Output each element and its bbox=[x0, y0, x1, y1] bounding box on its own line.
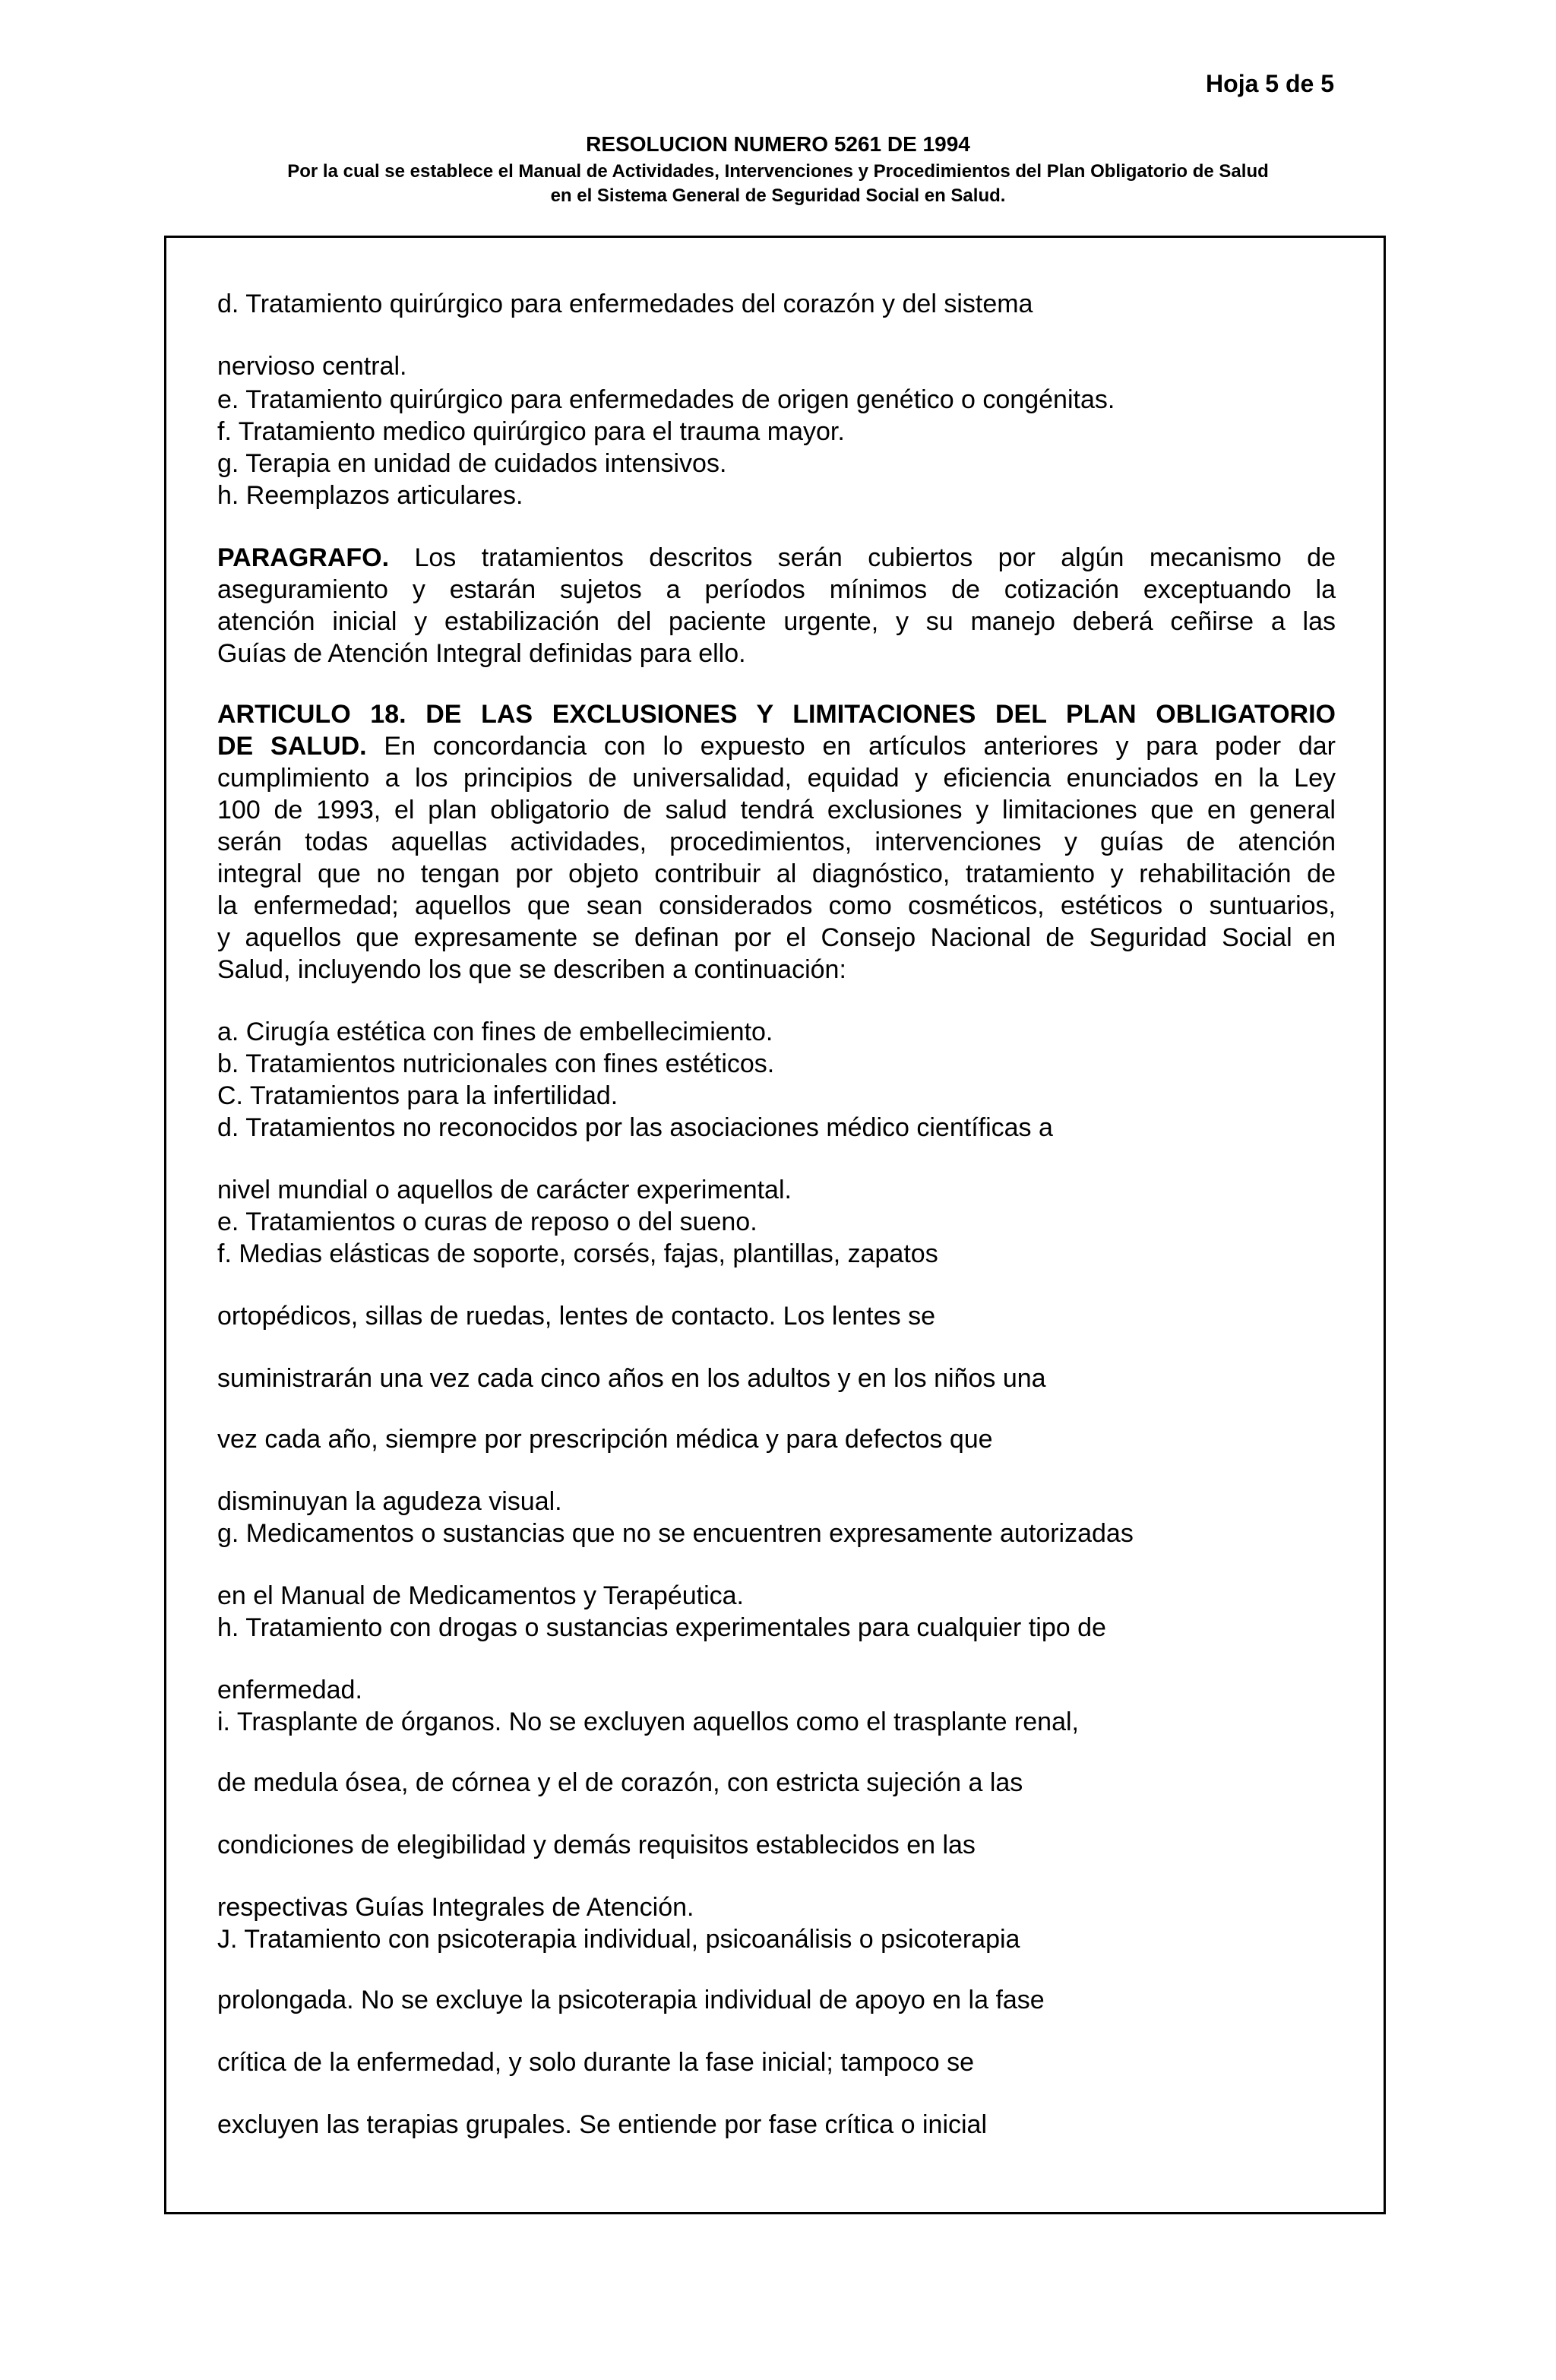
list-item: d. Tratamientos no reconocidos por las asociaciones médico científicas a bbox=[217, 1113, 1053, 1142]
list-item: respectivas Guías Integrales de Atención. bbox=[217, 1893, 694, 1922]
list-item: J. Tratamiento con psicoterapia individual, psicoanálisis o psicoterapia bbox=[217, 1925, 1020, 1954]
list-item: f. Medias elásticas de soporte, corsés, fajas, plantillas, zapatos bbox=[217, 1239, 938, 1268]
paragrafo-label: PARAGRAFO. bbox=[217, 543, 390, 572]
article-line: cumplimiento a los principios de universalidad, equidad y eficiencia enunciados en la Ley bbox=[217, 764, 1336, 793]
paragrafo-line: atención inicial y estabilización del paciente urgente, y su manejo deberá ceñirse a las bbox=[217, 607, 1336, 636]
list-item: excluyen las terapias grupales. Se entiende por fase crítica o inicial bbox=[217, 2110, 988, 2139]
page-number: Hoja 5 de 5 bbox=[1206, 70, 1334, 97]
resolution-subtitle-1: Por la cual se establece el Manual de Actividades, Intervenciones y Procedimientos del Plan Obligatorio de Salud bbox=[287, 161, 1269, 182]
list-item: condiciones de elegibilidad y demás requisitos establecidos en las bbox=[217, 1831, 976, 1859]
list-item: ortopédicos, sillas de ruedas, lentes de contacto. Los lentes se bbox=[217, 1302, 936, 1331]
article-line: 100 de 1993, el plan obligatorio de salud tendrá exclusiones y limitaciones que en general bbox=[217, 796, 1336, 824]
article-heading: ARTICULO 18. DE LAS EXCLUSIONES Y LIMITACIONES DEL PLAN OBLIGATORIO bbox=[217, 700, 1336, 729]
list-item: h. Reemplazos articulares. bbox=[217, 481, 523, 510]
list-item: h. Tratamiento con drogas o sustancias experimentales para cualquier tipo de bbox=[217, 1613, 1106, 1642]
list-item: a. Cirugía estética con fines de embellecimiento. bbox=[217, 1018, 773, 1046]
article-line: y aquellos que expresamente se definan por el Consejo Nacional de Seguridad Social en bbox=[217, 923, 1336, 952]
list-item: g. Medicamentos o sustancias que no se encuentren expresamente autorizadas bbox=[217, 1519, 1134, 1548]
list-item: enfermedad. bbox=[217, 1676, 362, 1704]
article-line: DE SALUD. En concordancia con lo expuesto en artículos anteriores y para poder dar bbox=[217, 732, 1336, 761]
list-item: f. Tratamiento medico quirúrgico para el trauma mayor. bbox=[217, 417, 845, 446]
list-item: suministrarán una vez cada cinco años en los adultos y en los niños una bbox=[217, 1364, 1046, 1393]
list-item: prolongada. No se excluye la psicoterapia individual de apoyo en la fase bbox=[217, 1986, 1045, 2014]
article-line: Salud, incluyendo los que se describen a continuación: bbox=[217, 955, 846, 984]
list-item: nivel mundial o aquellos de carácter experimental. bbox=[217, 1176, 792, 1204]
article-heading-end: DE SALUD. bbox=[217, 732, 367, 761]
resolution-subtitle-2: en el Sistema General de Seguridad Social en Salud. bbox=[550, 185, 1006, 206]
list-item: g. Terapia en unidad de cuidados intensivos. bbox=[217, 449, 727, 478]
article-line: integral que no tengan por objeto contribuir al diagnóstico, tratamiento y rehabilitación de bbox=[217, 859, 1336, 888]
list-item: crítica de la enfermedad, y solo durante la fase inicial; tampoco se bbox=[217, 2048, 974, 2077]
list-item: i. Trasplante de órganos. No se excluyen aquellos como el trasplante renal, bbox=[217, 1707, 1079, 1736]
resolution-title: RESOLUCION NUMERO 5261 DE 1994 bbox=[586, 132, 970, 156]
article-line: serán todas aquellas actividades, procedimientos, intervenciones y guías de atención bbox=[217, 828, 1336, 856]
list-item: disminuyan la agudeza visual. bbox=[217, 1487, 562, 1516]
paragrafo-line: Guías de Atención Integral definidas para ello. bbox=[217, 639, 746, 668]
list-item: en el Manual de Medicamentos y Terapéutica. bbox=[217, 1581, 744, 1610]
paragrafo-line: PARAGRAFO. Los tratamientos descritos serán cubiertos por algún mecanismo de bbox=[217, 543, 1336, 572]
paragrafo-line: aseguramiento y estarán sujetos a períodos mínimos de cotización exceptuando la bbox=[217, 575, 1336, 604]
list-item: de medula ósea, de córnea y el de corazón, con estricta sujeción a las bbox=[217, 1768, 1023, 1797]
list-item: vez cada año, siempre por prescripción médica y para defectos que bbox=[217, 1425, 993, 1454]
list-item: b. Tratamientos nutricionales con fines estéticos. bbox=[217, 1049, 775, 1078]
list-item: d. Tratamiento quirúrgico para enfermedades del corazón y del sistema bbox=[217, 290, 1033, 318]
list-item: e. Tratamiento quirúrgico para enfermedades de origen genético o congénitas. bbox=[217, 385, 1115, 414]
list-item: nervioso central. bbox=[217, 352, 407, 381]
list-item: C. Tratamientos para la infertilidad. bbox=[217, 1081, 618, 1110]
article-line: la enfermedad; aquellos que sean considerados como cosméticos, estéticos o suntuarios, bbox=[217, 891, 1336, 920]
list-item: e. Tratamientos o curas de reposo o del sueno. bbox=[217, 1207, 757, 1236]
